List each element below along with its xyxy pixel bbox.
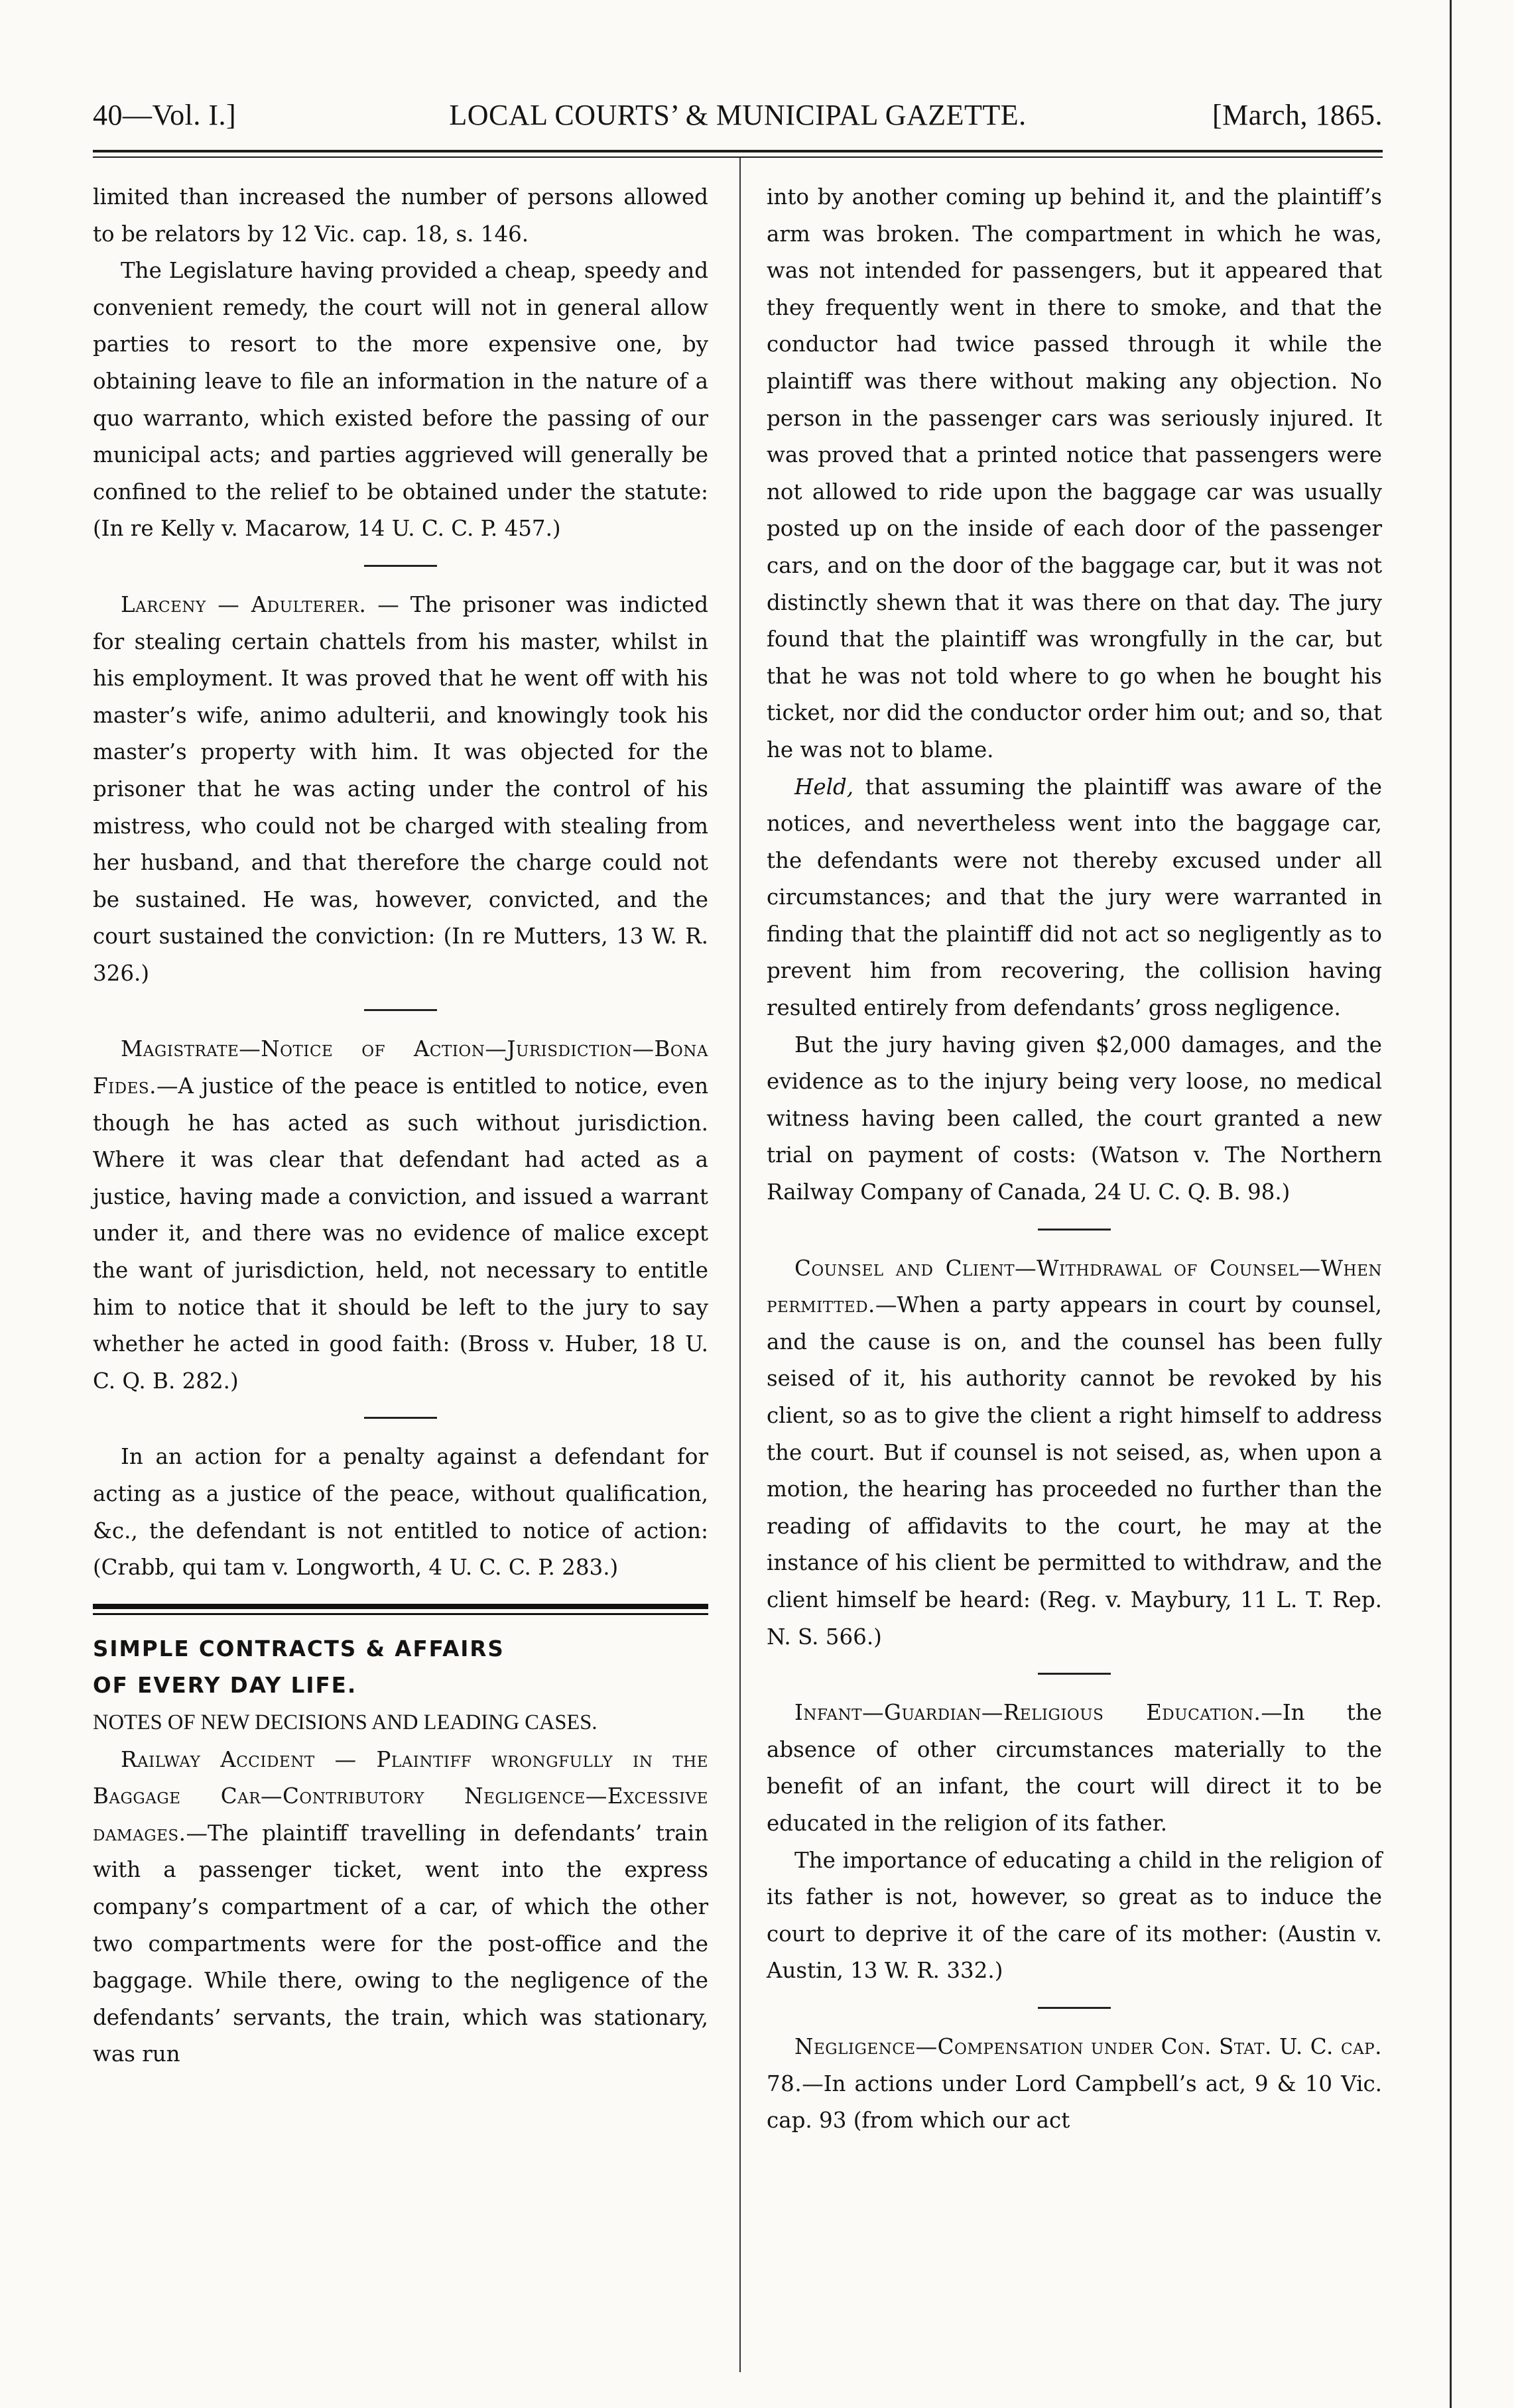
case-heading-larceny: Larceny — Adulterer.: [121, 591, 367, 617]
section-subtitle: NOTES OF NEW DECISIONS AND LEADING CASES.: [93, 1710, 598, 1734]
case-penalty: In an action for a penalty against a defendant for acting as a justice of the peace, without qualification, &c., the defendant is not entitled to notice of action: (Crabb, qui tam v. Longworth, 4 U. C. C. P. 283.): [93, 1444, 708, 1581]
running-header: [93, 98, 1383, 145]
column-divider: [739, 158, 741, 2372]
case-body-larceny: — The prisoner was indicted for stealing certain chattels from his master, whilst in his employment. It was proved that he went off with his master’s wife, animo adulterii, and knowingly took his master’s property with him. It was objected for the prisoner that he was acting under the control of his mistress, who could not be charged with stealing from her husband, and that therefore the charge could not be sustained. He was, however, convicted, and the court sustained the conviction: (In re Mutters, 13 W. R. 326.): [93, 591, 708, 986]
section-title-line1: SIMPLE CONTRACTS & AFFAIRS: [93, 1636, 505, 1661]
header-date: [March, 1865.: [1212, 99, 1383, 131]
gazette-page: [93, 0, 1383, 2408]
case-body-counsel: —When a party appears in court by counsel, and the cause is on, and the counsel has been fully seised of it, his authority cannot be revoked by his client, so as to give the client a right himself to address the court. But if counsel is not seised, as, when upon a motion, the hearing has proceeded no further than the reading of affidavits to the court, he may at the instance of his client be permitted to withdraw, and the client himself be heard: (Reg. v. Maybury, 11 L. T. Rep. N. S. 566.): [767, 1292, 1382, 1650]
case-negligence: [767, 2029, 1382, 2139]
section-separator: [364, 1417, 437, 1419]
right-column: [767, 179, 1382, 2139]
header-rule-thin: [93, 156, 1383, 158]
case-railway-continued: into by another coming up behind it, and the plaintiff’s arm was broken. The compartment in which he was, was not intended for passengers, but it appeared that they frequently went in there to smoke, and that the conductor had twice passed through it while the plaintiff was there without making any objection. No person in the passenger cars was seriously injured. It was proved that a printed notice that passengers were not allowed to ride upon the baggage car was usually posted up on the inside of each door of the passenger cars, and on the door of the baggage car, but it was not distinctly shewn that it was there on that day. The jury found that the plaintiff was wrongfully in the car, but that he was not told where to go when he bought his ticket, nor did the conductor order him out; and so, that he was not to blame.: [767, 184, 1382, 762]
section-separator: [1038, 1673, 1111, 1675]
case-magistrate: [93, 1031, 708, 1400]
case-heading-infant: Infant—Guardian—Religious Education.: [794, 1700, 1261, 1726]
section-separator: [364, 1009, 437, 1011]
held-body: that assuming the plaintiff was aware of the notices, and nevertheless went into the baggage car, the defendants were not thereby excused under all circumstances; and that the jury were warranted in finding that the plaintiff did not act so negligently as to prevent him from recovering, the collision having resulted entirely from defendants’ gross negligence.: [767, 774, 1382, 1021]
case-infant: [767, 1695, 1382, 1842]
case-body-negligence: —In actions under Lord Campbell’s act, 9 & 10 Vic. cap. 93 (from which our act: [767, 2071, 1382, 2134]
section-separator: [1038, 2007, 1111, 2009]
section-separator: [364, 565, 437, 567]
header-rule: [93, 150, 1383, 152]
paragraph-quo-warranto: The Legislature having provided a cheap, speedy and convenient remedy, the court will not in general allow parties to resort to the more expensive one, by obtaining leave to file an information in the nature of a quo warranto, which existed before the passing of our municipal acts; and parties aggrieved will generally be confined to the relief to be obtained under the statute: (In re Kelly v. Macarow, 14 U. C. C. P. 457.): [93, 258, 708, 542]
paragraph-held: [767, 769, 1382, 1027]
case-body-magistrate: —A justice of the peace is entitled to notice, even though he has acted as such without jurisdiction. Where it was clear that defendant had acted as a justice, having made a conviction, and issued a warrant under it, and there was no evidence of malice except the want of jurisdiction, held, not necessary to entitle him to notice that it should be left to the jury to say whether he acted in good faith: (Bross v. Huber, 18 U. C. Q. B. 282.): [93, 1073, 708, 1394]
header-page-volume: 40—Vol. I.]: [93, 99, 237, 131]
case-heading-railway: Railway Accident — Plaintiff wrongfully in the Baggage Car—Contributory Negligence—Excessive damages.: [93, 1746, 708, 1846]
section-title-line2: OF EVERY DAY LIFE.: [93, 1673, 357, 1699]
paragraph-relators: limited than increased the number of persons allowed to be relators by 12 Vic. cap. 18, s. 146.: [93, 184, 708, 247]
paragraph-importance: The importance of educating a child in the religion of its father is not, however, so great as to induce the court to deprive it of the care of its mother: (Austin v. Austin, 13 W. R. 332.): [767, 1847, 1382, 1984]
case-counsel: [767, 1250, 1382, 1656]
section-break-rules: [93, 1604, 708, 1615]
section-separator: [1038, 1229, 1111, 1231]
held-word: Held,: [794, 774, 854, 800]
case-railway-accident: [93, 1742, 708, 2073]
case-heading-counsel: Counsel and Client—Withdrawal of Counsel—When permitted.: [767, 1255, 1382, 1318]
case-larceny: [93, 587, 708, 993]
paragraph-damages: But the jury having given $2,000 damages, and the evidence as to the injury being very loose, no medical witness having been called, the court granted a new trial on payment of costs: (Watson v. The Northern Railway Company of Canada, 24 U. C. Q. B. 98.): [767, 1032, 1382, 1205]
case-body-railway: —The plaintiff travelling in defendants’ train with a passenger ticket, went into the express company’s compartment of a car, of which the other two compartments were for the post-office and the baggage. While there, owing to the negligence of the defendants’ servants, the train, which was stationary, was run: [93, 1820, 708, 2067]
header-publication-title: LOCAL COURTS’ & MUNICIPAL GAZETTE.: [449, 99, 1027, 131]
page-edge-rule: [1450, 0, 1452, 2408]
case-heading-magistrate: Magistrate—Notice of Action—Jurisdiction—Bona Fides.: [93, 1036, 708, 1099]
case-heading-negligence: Negligence—Compensation under Con. Stat. U. C. cap. 78.: [767, 2033, 1382, 2096]
left-column: [93, 179, 708, 2073]
case-body-infant: —In the absence of other circumstances materially to the benefit of an infant, the court will direct it to be educated in the religion of its father.: [767, 1700, 1383, 1836]
